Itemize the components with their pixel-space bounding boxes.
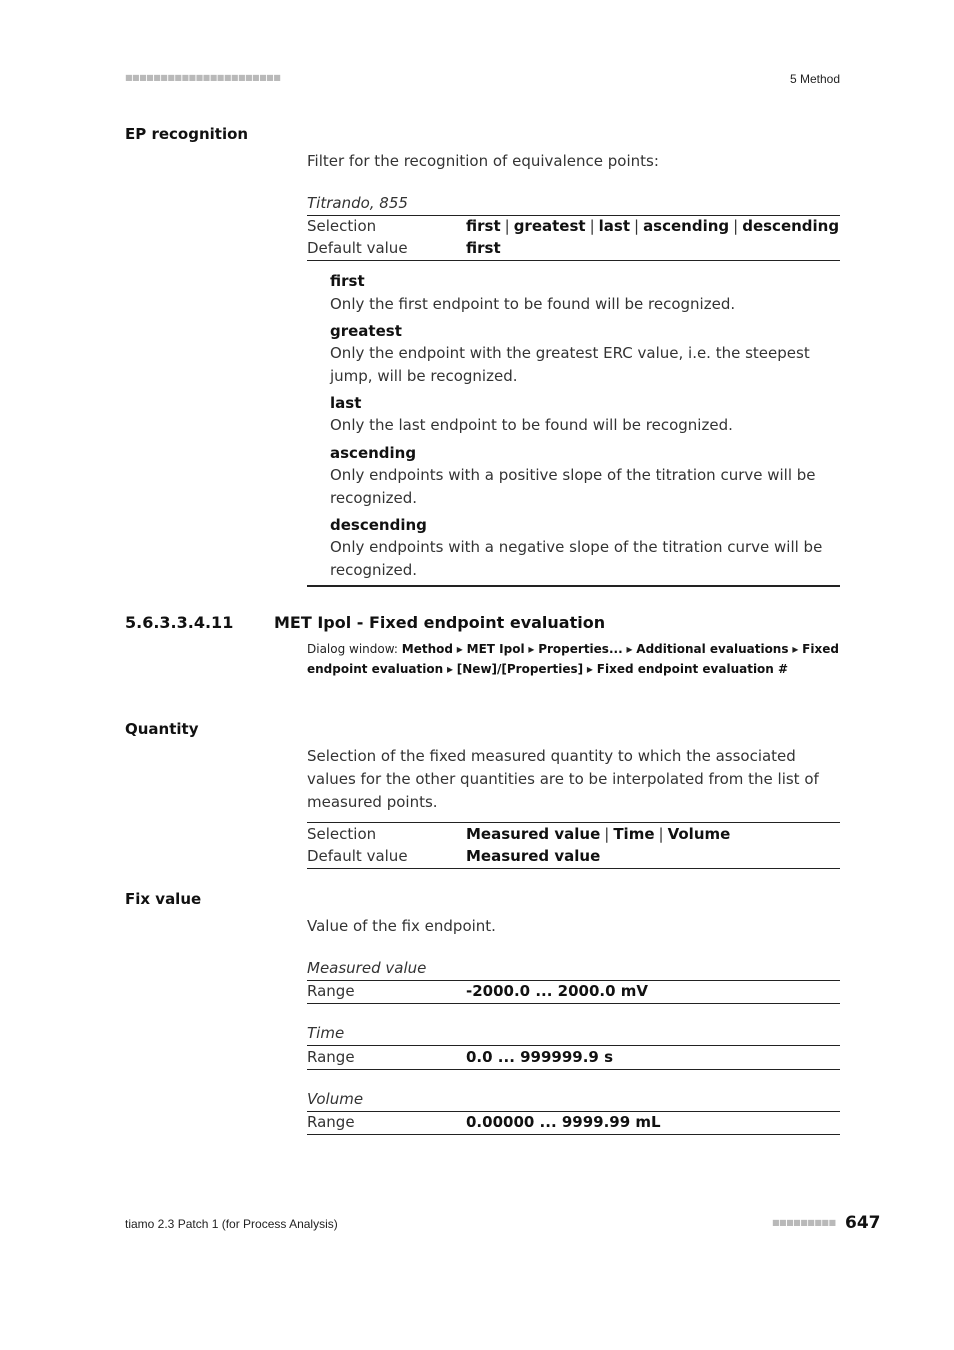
quantity-heading: Quantity [125, 720, 199, 738]
section-number: 5.6.3.3.4.11 [125, 613, 234, 632]
header-decoration: ■■■■■■■■■■■■■■■■■■■■■■ [125, 73, 281, 82]
selection-label: Selection [307, 217, 377, 235]
section-title: MET Ipol - Fixed endpoint evaluation [274, 613, 606, 632]
table-rule [307, 822, 840, 823]
ep-recognition-description: Filter for the recognition of equivalence points: [307, 152, 659, 170]
option-ascending: ascending [643, 217, 730, 235]
quantity-description: Selection of the fixed measured quantity to which the associated values for the other quantities are to be interpolated from the list of measured points. [307, 747, 819, 811]
path-item: Method [401, 642, 453, 656]
range-value: -2000.0 ... 2000.0 mV [466, 982, 648, 1000]
table-rule [307, 215, 840, 216]
fix-value-description: Value of the fix endpoint. [307, 917, 496, 935]
ep-recognition-caption: Titrando, 855 [307, 194, 408, 212]
table-end-rule [307, 585, 840, 587]
footer-product: tiamo 2.3 Patch 1 (for Process Analysis) [125, 1217, 338, 1231]
option-measured-value: Measured value [466, 825, 601, 843]
option-description: Only endpoints with a positive slope of the titration curve will be recognized. [330, 466, 816, 507]
table-rule [307, 980, 840, 981]
chapter-label: 5 Method [789, 72, 840, 86]
page-number: 647 [845, 1213, 881, 1233]
ep-recognition-heading: EP recognition [125, 125, 249, 143]
default-value: Measured value [466, 847, 601, 865]
table-rule [307, 260, 840, 261]
option-description: Only the endpoint with the greatest ERC value, i.e. the steepest jump, will be recognized. [330, 344, 810, 385]
range-value: 0.00000 ... 9999.99 mL [466, 1113, 661, 1131]
option-term: descending [330, 516, 427, 534]
option-term: ascending [330, 444, 417, 462]
path-item: Fixed endpoint evaluation # [596, 662, 789, 676]
range-label: Range [307, 982, 355, 1000]
range-caption: Volume [307, 1090, 364, 1108]
option-term: last [330, 394, 362, 412]
footer-decoration: ■■■■■■■■■ [772, 1218, 836, 1227]
table-rule [307, 1134, 840, 1135]
dialog-prefix: Dialog window: [307, 642, 398, 656]
table-rule [307, 1069, 840, 1070]
path-item: Additional evaluations [636, 642, 789, 656]
option-description: Only the last endpoint to be found will be recognized. [330, 416, 733, 434]
option-descending: descending [742, 217, 840, 235]
option-greatest: greatest [513, 217, 586, 235]
option-first: first [466, 217, 501, 235]
selection-values: Measured value | Time | Volume [466, 825, 731, 843]
selection-values: first | greatest | last | ascending | descending [466, 217, 840, 235]
table-rule [307, 1111, 840, 1112]
option-time: Time [613, 825, 655, 843]
dialog-path: Dialog window: Method ▸ MET Ipol ▸ Properties... ▸ Additional evaluations ▸ Fixed endpoint evaluation ▸ [New]/[Properties] ▸ Fixed endpoint evaluation # [307, 642, 839, 676]
range-label: Range [307, 1048, 355, 1066]
option-description: Only endpoints with a negative slope of the titration curve will be recognized. [330, 538, 823, 579]
range-value: 0.0 ... 999999.9 s [466, 1048, 614, 1066]
table-rule [307, 1045, 840, 1046]
option-term: greatest [330, 322, 402, 340]
range-caption: Measured value [307, 959, 427, 977]
path-item: Properties... [538, 642, 623, 656]
option-last: last [598, 217, 630, 235]
default-label: Default value [307, 239, 408, 257]
selection-label: Selection [307, 825, 377, 843]
range-caption: Time [307, 1024, 345, 1042]
option-volume: Volume [667, 825, 731, 843]
table-rule [307, 1003, 840, 1004]
default-label: Default value [307, 847, 408, 865]
range-label: Range [307, 1113, 355, 1131]
fix-value-heading: Fix value [125, 890, 202, 908]
default-value: first [466, 239, 501, 257]
table-rule [307, 868, 840, 869]
path-item: [New]/[Properties] [456, 662, 584, 676]
option-term: first [330, 272, 365, 290]
option-description: Only the first endpoint to be found will be recognized. [330, 295, 736, 313]
path-item: Fixed endpoint evaluation [307, 642, 839, 676]
path-item: MET Ipol [466, 642, 525, 656]
